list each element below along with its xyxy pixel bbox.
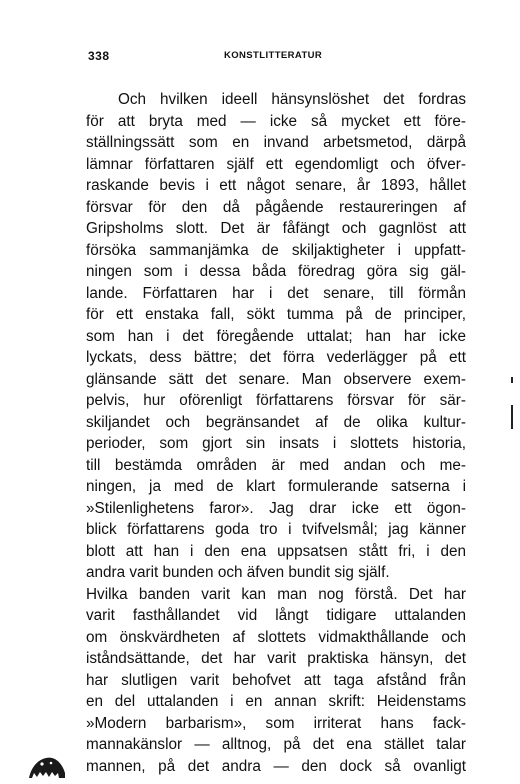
text-line: blick författarens goda tro i tvifvelsmål; jag känner [86, 521, 466, 538]
text-line: blott att han i den ena uppsatsen stått fri, i den [86, 542, 466, 560]
text-line: mannen, på det andra — den dock så ovanligt [86, 757, 466, 775]
library-stamp-icon [28, 755, 66, 779]
text-line: lyckats, dess bättre; det förra vederlägger på ett [86, 349, 466, 366]
text-line: raskande bevis i ett något senare, år 1893, hållet [86, 177, 466, 194]
text-line: som han i det föregående uttalat; han har icke [86, 327, 466, 345]
text-line: Gripsholms slott. Det är fåfängt och gagnlöst att [86, 220, 466, 237]
text-line: försöka sammanjämka de skiljaktigheter i uppfatt- [86, 241, 466, 259]
text-line: för att bryta med — icke så mycket ett före- [86, 112, 466, 130]
text-line: Och hvilken ideell hänsynslöshet det fordras [118, 91, 466, 108]
text-line: perioder, som gjort sin insats i slottets historia, [86, 435, 466, 452]
text-line: pelvis, hur oförenligt författarens försvar för sär- [86, 392, 466, 409]
running-title: KONSTLITTERATUR [224, 50, 323, 61]
text-line: försvar för den då pågående restaureringen af [86, 198, 466, 216]
text-line: lande. Författaren har i det senare, till förmån [86, 284, 466, 302]
text-line: iståndsättande, det har varit praktiska hänsyn, det [86, 650, 466, 667]
text-line: »Modern barbarism», som irriterat hans fack- [86, 714, 466, 732]
text-line: glänsande sätt det senare. Man observere exem- [86, 370, 466, 388]
text-line: Hvilka banden varit kan man nog förstå. Det har [86, 585, 466, 603]
margin-mark [511, 377, 513, 383]
text-line: till bestämda områden är med andan och me- [86, 456, 466, 474]
text-line: »Stilenlighetens faror». Jag drar icke ett ögon- [86, 499, 466, 517]
page-number: 338 [88, 49, 110, 63]
text-line: ningen, ja med de klart formulerande satserna i [86, 478, 466, 495]
text-line: har slutligen varit behofvet att taga afstånd från [86, 671, 466, 689]
text-line: ställningssätt som en invand arbetsmetod, därpå [86, 134, 466, 151]
text-line: mannakänslor — alltnog, på det ena stället talar [86, 736, 466, 753]
margin-mark [511, 405, 513, 429]
text-line: en del uttalanden i en annan skrift: Heidenstams [86, 693, 466, 710]
text-line: om önskvärdheten af slottets vidmakthållande och [86, 628, 466, 646]
text-line: lämnar författaren själf ett egendomligt och öfver- [86, 155, 466, 173]
text-line: andra varit bunden och äfven bundit sig själf. [86, 564, 390, 581]
text-line: ningen som i dessa båda föredrag göra sig gäl- [86, 263, 466, 280]
text-line: för ett enstaka fall, sökt tumma på de principer, [86, 306, 466, 323]
text-line: varit fasthållandet vid långt tidigare uttalanden [86, 607, 466, 624]
text-line: skiljandet och begränsandet af de olika kultur- [86, 413, 466, 431]
body-text [86, 89, 466, 777]
